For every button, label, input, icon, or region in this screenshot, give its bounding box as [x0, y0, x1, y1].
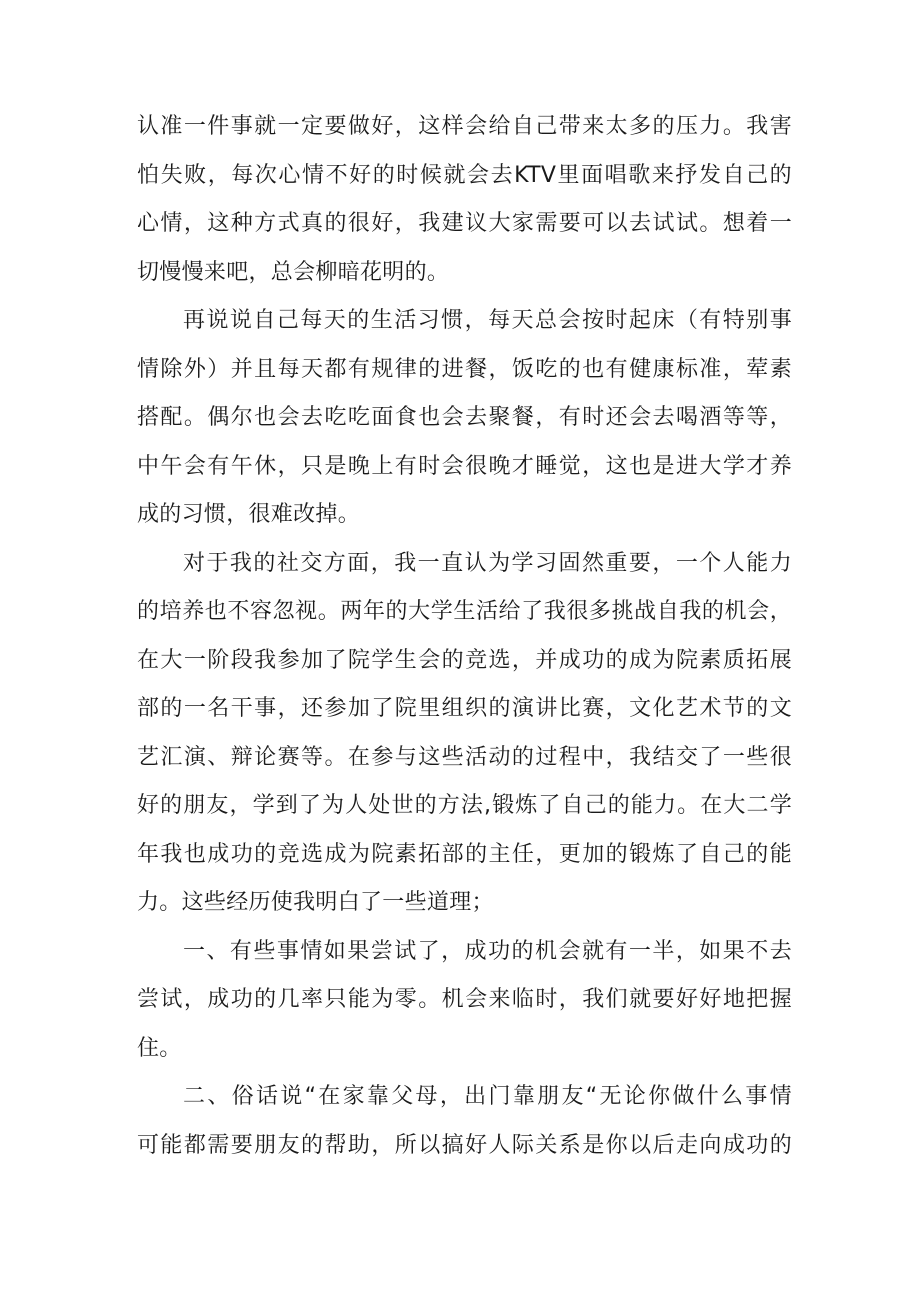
paragraph-line: 二、俗话说“在家靠父母，出门靠朋友“无论你做什么事情	[183, 1084, 792, 1109]
paragraph-line: 尝试，成功的几率只能为零。机会来临时，我们就要好好地把握	[137, 987, 792, 1012]
paragraph-3	[137, 544, 792, 932]
paragraph-line: 怕失败，每次心情不好的时候就会去KTV里面唱歌来抒发自己的	[137, 162, 792, 188]
paragraph-line: 再说说自己每天的生活习惯，每天总会按时起床（有特别事	[183, 308, 792, 333]
paragraph-line: 的培养也不容忽视。两年的大学生活给了我很多挑战自我的机会，	[137, 599, 792, 624]
document-body	[137, 107, 792, 1174]
paragraph-line: 力。这些经历使我明白了一些道理；	[137, 890, 494, 915]
paragraph-2	[137, 301, 792, 544]
paragraph-line: 好的朋友，学到了为人处世的方法,锻炼了自己的能力。在大二学	[137, 793, 792, 818]
paragraph-line: 艺汇演、辩论赛等。在参与这些活动的过程中，我结交了一些很	[137, 744, 792, 770]
paragraph-line: 成的习惯，很难改掉。	[137, 502, 361, 527]
paragraph-line: 住。	[137, 1035, 182, 1061]
paragraph-line: 一、有些事情如果尝试了，成功的机会就有一半，如果不去	[183, 938, 792, 964]
paragraph-line: 切慢慢来吧，总会柳暗花明的。	[137, 259, 450, 285]
paragraph-line: 心情，这种方式真的很好，我建议大家需要可以去试试。想着一	[137, 211, 792, 236]
paragraph-line: 对于我的社交方面，我一直认为学习固然重要，一个人能力	[183, 550, 792, 576]
paragraph-line: 可能都需要朋友的帮助，所以搞好人际关系是你以后走向成功的	[137, 1132, 792, 1158]
paragraph-line: 在大一阶段我参加了院学生会的竞选，并成功的成为院素质拓展	[137, 647, 792, 673]
paragraph-line: 年我也成功的竞选成为院素拓部的主任，更加的锻炼了自己的能	[137, 841, 792, 867]
paragraph-5	[137, 1077, 792, 1174]
paragraph-line: 中午会有午休，只是晚上有时会很晚才睡觉，这也是进大学才养	[137, 453, 792, 479]
paragraph-line: 部的一名干事，还参加了院里组织的演讲比赛，文化艺术节的文	[137, 696, 792, 721]
paragraph-1	[137, 107, 792, 301]
paragraph-line: 搭配。偶尔也会去吃吃面食也会去聚餐，有时还会去喝酒等等，	[137, 405, 792, 430]
paragraph-line: 认准一件事就一定要做好，这样会给自己带来太多的压力。我害	[137, 114, 792, 139]
paragraph-4	[137, 932, 792, 1078]
paragraph-line: 情除外）并且每天都有规律的进餐，饭吃的也有健康标准，荤素	[137, 356, 792, 382]
